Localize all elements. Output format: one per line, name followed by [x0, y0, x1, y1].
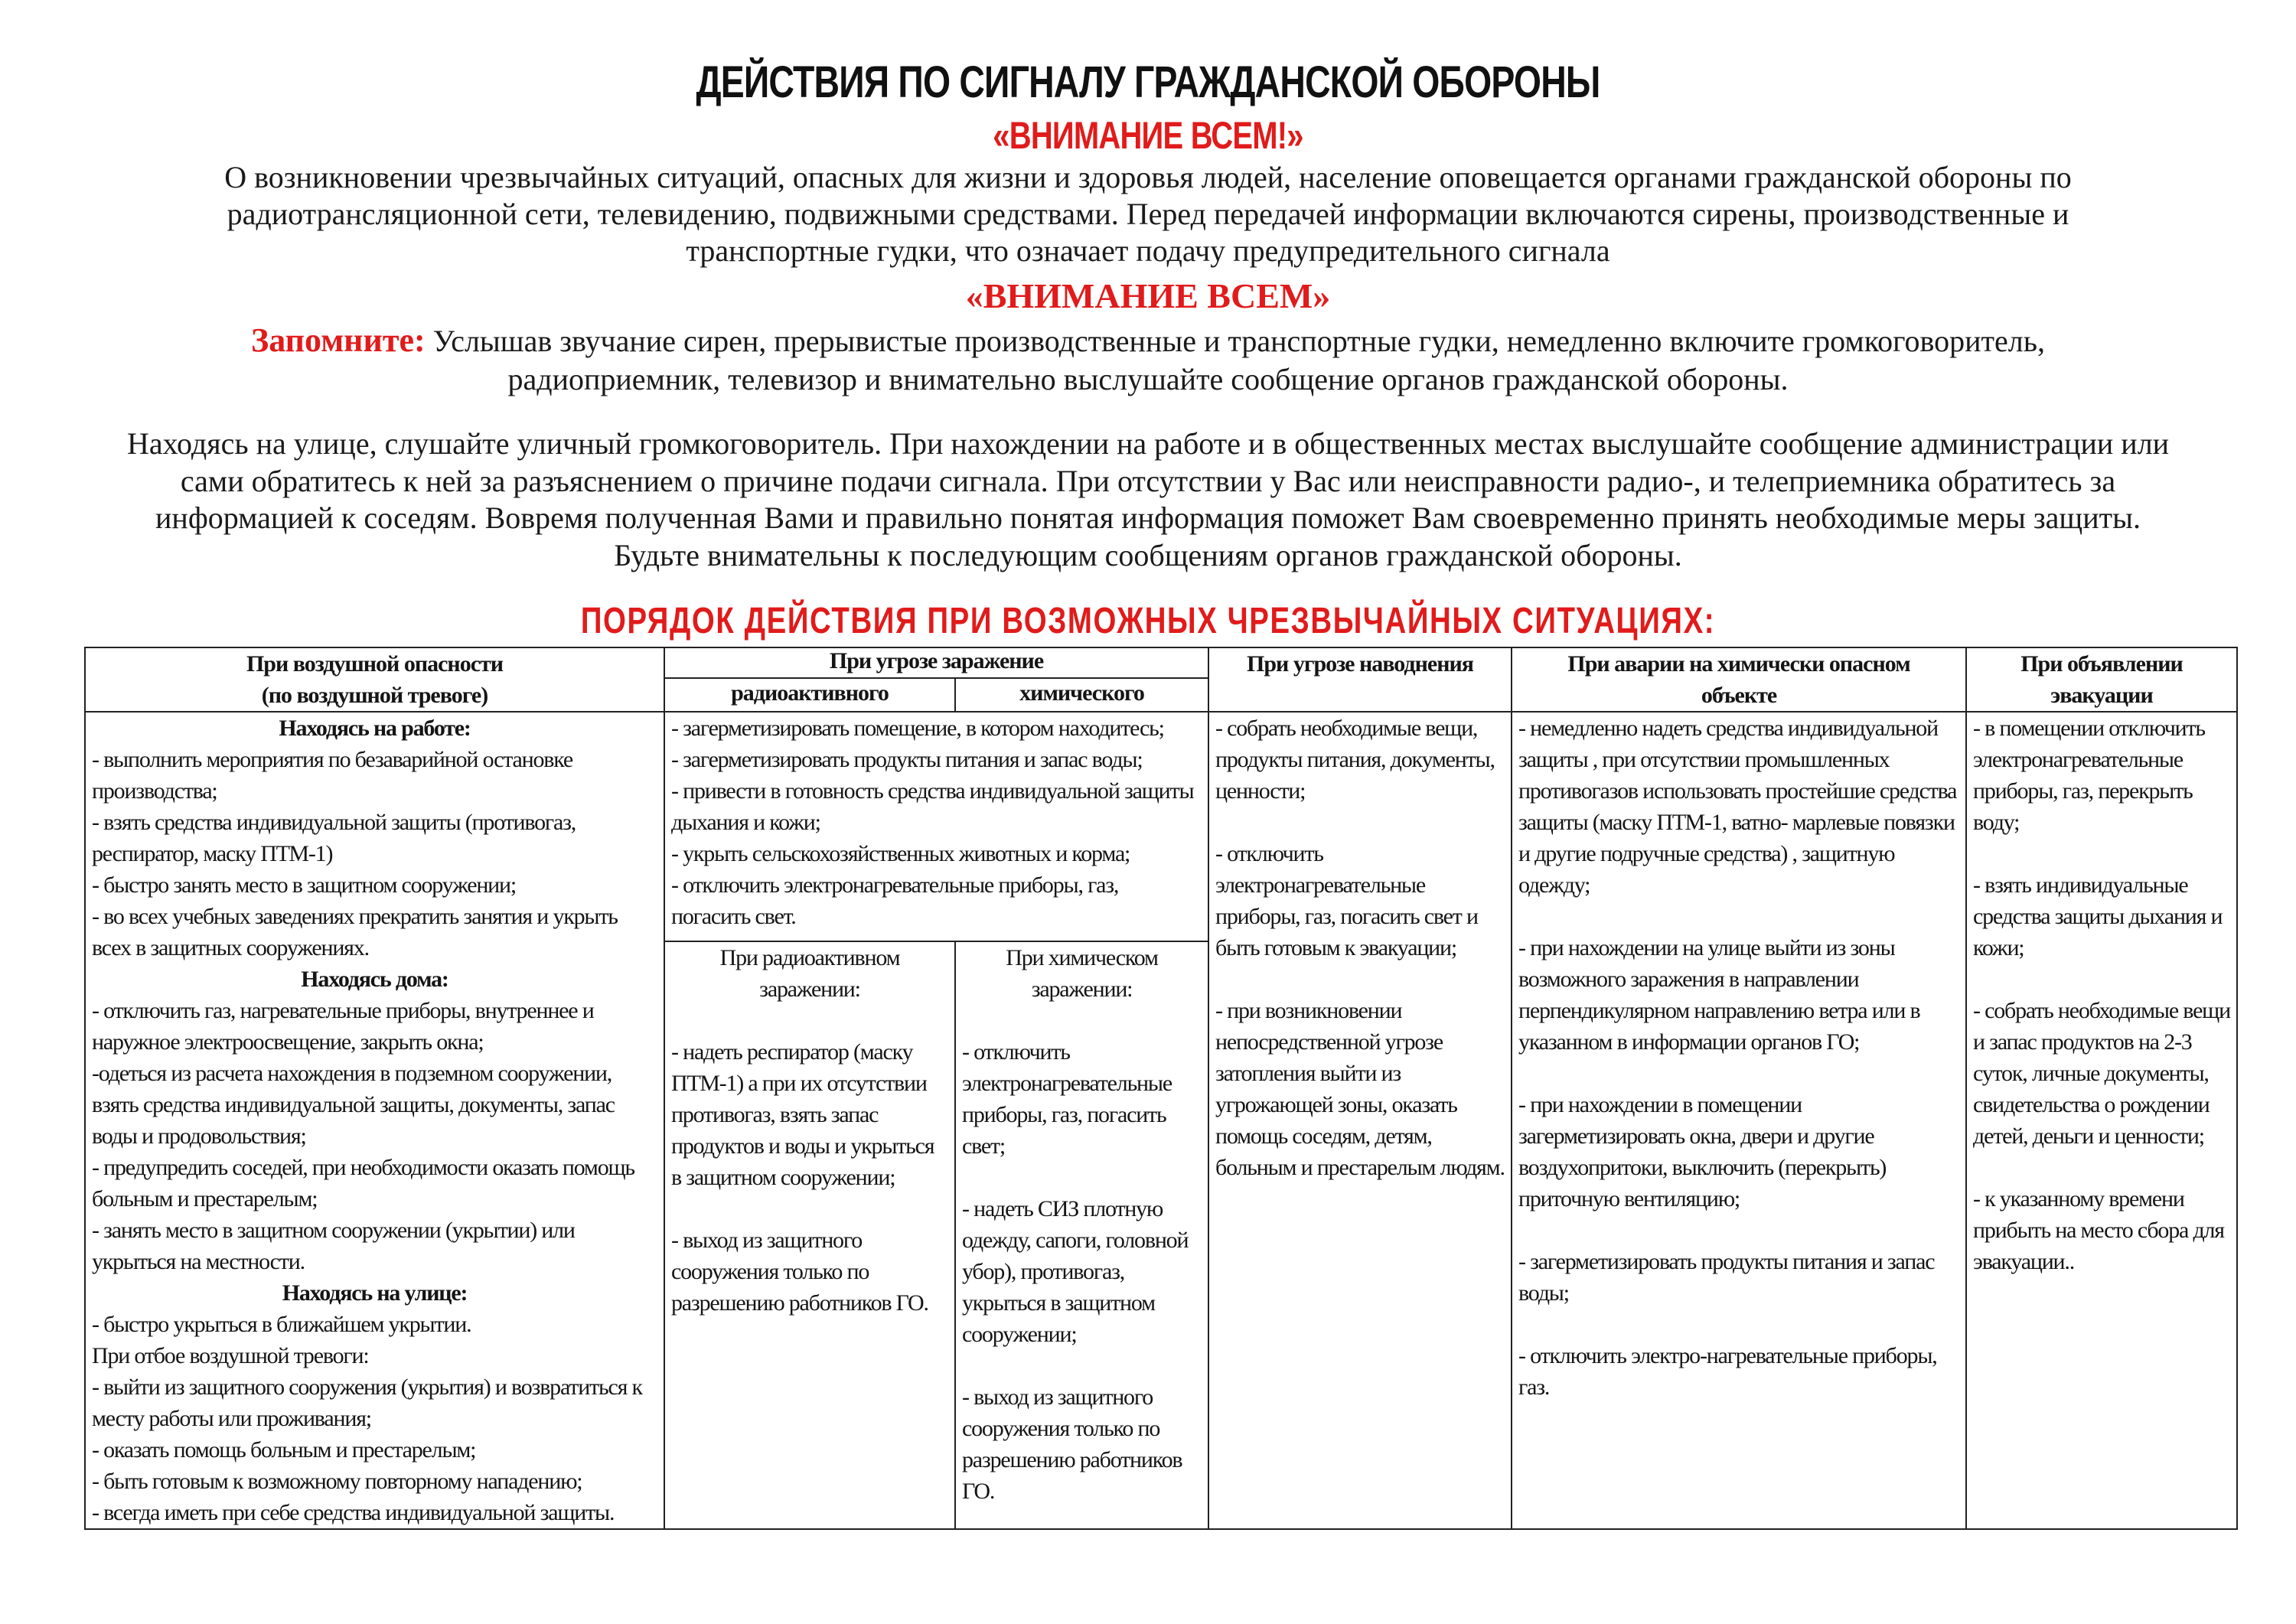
header-air	[85, 647, 664, 712]
list-item: - всегда иметь при себе средства индивидуальной защиты.	[92, 1500, 615, 1525]
cell-evacuation	[1966, 712, 2237, 1529]
list-item: - оказать помощь больным и престарелым;	[92, 1437, 476, 1463]
radioactive-title: При радиоактивном заражении:	[719, 944, 900, 1002]
remember-paragraph	[153, 321, 2143, 399]
header-chemical: химического	[955, 678, 1208, 712]
list-item: При отбое воздушной тревоги:	[92, 1343, 369, 1368]
remember-text: Услышав звучание сирен, прерывистые производственные и транспортные гудки, немедленно включите громкоговоритель, радиоприемник, телевизор и внимательно выслушайте сообщение органов гражданской обороны.	[432, 324, 2045, 396]
list-item: - в помещении отключить электронагревательные приборы, газ, перекрыть воду;	[1973, 716, 2205, 835]
list-item: - собрать необходимые вещи, продукты питания, документы, ценности;	[1215, 716, 1495, 804]
header-evacuation-line1: При объявлении	[2020, 651, 2183, 677]
header-accident-line2: объекте	[1701, 683, 1777, 708]
cell-chemical	[955, 941, 1208, 1529]
header-accident	[1512, 647, 1966, 712]
list-item: -одеться из расчета нахождения в подземном сооружении, взять средства индивидуальной защиты, документы, запас воды и продовольствия;	[92, 1061, 615, 1149]
signal-title: «ВНИМАНИЕ ВСЕМ!»	[993, 114, 1303, 157]
list-item: - надеть СИЗ плотную одежду, сапоги, головной убор), противогаз, укрыться в защитном сооружении;	[962, 1195, 1189, 1347]
chemical-title: При химическом заражении:	[1006, 944, 1158, 1002]
list-item: - загерметизировать помещение, в котором находитесь;	[671, 716, 1164, 741]
intro-paragraph: О возникновении чрезвычайных ситуаций, опасных для жизни и здоровья людей, население оповещается органами гражданской обороны по радиотрансляционной сети, телевидению, подвижными средствами. Перед передачей информации включаются сирены, производственные и транспортные гудки, что означает подачу предупредительного сигнала	[224, 160, 2072, 268]
air-home-title: Находясь дома:	[301, 967, 448, 992]
cell-air	[85, 712, 664, 1529]
list-item: - собрать необходимые вещи и запас продуктов на 2-3 суток, личные документы, свидетельства о рождении детей, деньги и ценности;	[1973, 998, 2230, 1149]
list-item: - предупредить соседей, при необходимости оказать помощь больным и престарелым;	[92, 1155, 634, 1211]
table-header-row	[85, 647, 2237, 678]
signal-name: «ВНИМАНИЕ ВСЕМ»	[965, 276, 1331, 315]
list-item: - выйти из защитного сооружения (укрытия) и возвратиться к месту работы или проживания;	[92, 1375, 642, 1431]
list-item: - при нахождении на улице выйти из зоны возможного заражения в направлении перпендикулярном направлению ветра или в указанном в информации органов ГО;	[1518, 935, 1920, 1055]
list-item: - отключить электро-нагревательные приборы, газ.	[1518, 1343, 1937, 1400]
list-item: - быстро укрыться в ближайшем укрытии.	[92, 1312, 471, 1337]
list-item: - укрыть сельскохозяйственных животных и корма;	[671, 841, 1130, 866]
table-body-row-1	[85, 712, 2237, 941]
list-item: - занять место в защитном сооружении (укрытии) или укрыться на местности.	[92, 1218, 575, 1274]
list-item: - быстро занять место в защитном сооружении;	[92, 872, 517, 898]
list-item: - выход из защитного сооружения только по разрешению работников ГО.	[671, 1227, 928, 1316]
street-paragraph: Находясь на улице, слушайте уличный громкоговоритель. При нахождении на работе и в общественных местах выслушайте сообщение администрации или сами обратитесь к ней за разъяснением о причине подачи сигнала. При отсутствии у Вас или неисправности радио-, и телеприемника обратитесь за информацией к соседям. Вовремя полученная Вами и правильно понятая информация поможет Вам своевременно принять необходимые меры защиты. Будьте внимательны к последующим сообщениям органов гражданской обороны.	[126, 426, 2170, 572]
header-contamination: При угрозе заражение	[664, 647, 1208, 678]
list-item: - надеть респиратор (маску ПТМ-1) а при их отсутствии противогаз, взять запас продуктов и воды и укрыться в защитном сооружении;	[671, 1039, 934, 1190]
list-item: - выполнить мероприятия по безаварийной остановке производства;	[92, 747, 573, 804]
cell-accident	[1512, 712, 1966, 1529]
list-item: - быть готовым к возможному повторному нападению;	[92, 1469, 582, 1494]
list-item: - немедленно надеть средства индивидуальной защиты , при отсутствии промышленных противогазов использовать простейшие средства защиты (маску ПТМ-1, ватно- марлевые повязки и другие подручные средства) , защитную одежду;	[1518, 716, 1957, 898]
remember-label: Запомните:	[251, 321, 426, 359]
list-item: - к указанному времени прибыть на место сбора для эвакуации..	[1973, 1186, 2224, 1274]
header-air-line2: (по воздушной тревоге)	[261, 683, 488, 708]
list-item: - отключить электронагревательные приборы, газ, погасить свет и быть готовым к эвакуации;	[1215, 841, 1478, 960]
list-item: - привести в готовность средства индивидуальной защиты дыхания и кожи;	[671, 778, 1194, 835]
list-item: - загерметизировать продукты питания и запас воды;	[671, 747, 1143, 772]
list-item: - при нахождении в помещении загерметизировать окна, двери и другие воздухопритоки, выключить (перекрыть) приточную вентиляцию;	[1518, 1092, 1887, 1211]
list-item: - отключить электронагревательные приборы, газ, погасить свет;	[962, 1039, 1172, 1159]
poster-title: ДЕЙСТВИЯ ПО СИГНАЛУ ГРАЖДАНСКОЙ ОБОРОНЫ	[696, 57, 1600, 107]
air-work-title: Находясь на работе:	[279, 716, 471, 741]
list-item: - отключить электронагревательные приборы, газ, погасить свет.	[671, 872, 1119, 929]
cell-flood	[1208, 712, 1512, 1529]
list-item: - выход из защитного сооружения только по разрешению работников ГО.	[962, 1384, 1182, 1504]
header-accident-line1: При аварии на химически опасном	[1567, 651, 1910, 677]
header-air-line1: При воздушной опасности	[246, 651, 504, 677]
list-item: - загерметизировать продукты питания и запас воды;	[1518, 1249, 1935, 1306]
list-item: - отключить газ, нагревательные приборы, внутреннее и наружное электроосвещение, закрыть окна;	[92, 998, 594, 1055]
order-title: ПОРЯДОК ДЕЙСТВИЯ ПРИ ВОЗМОЖНЫХ ЧРЕЗВЫЧАЙНЫХ СИТУАЦИЯХ:	[580, 601, 1716, 641]
list-item: - взять средства индивидуальной защиты (противогаз, респиратор, маску ПТМ-1)	[92, 810, 576, 866]
header-radioactive: радиоактивного	[664, 678, 955, 712]
list-item: - во всех учебных заведениях прекратить занятия и укрыть всех в защитных сооружениях.	[92, 904, 618, 960]
list-item: - при возникновении непосредственной угрозе затопления выйти из угрожающей зоны, оказать помощь соседям, детям, больным и престарелым людям.	[1215, 998, 1505, 1180]
list-item: - взять индивидуальные средства защиты дыхания и кожи;	[1973, 872, 2223, 960]
cell-radioactive	[664, 941, 955, 1529]
header-evacuation	[1966, 647, 2237, 712]
actions-table	[84, 647, 2238, 1530]
header-flood: При угрозе наводнения	[1208, 647, 1512, 712]
cell-contamination-common	[664, 712, 1208, 941]
header-evacuation-line2: эвакуации	[2050, 683, 2153, 708]
air-street-title: Находясь на улице:	[282, 1280, 468, 1306]
